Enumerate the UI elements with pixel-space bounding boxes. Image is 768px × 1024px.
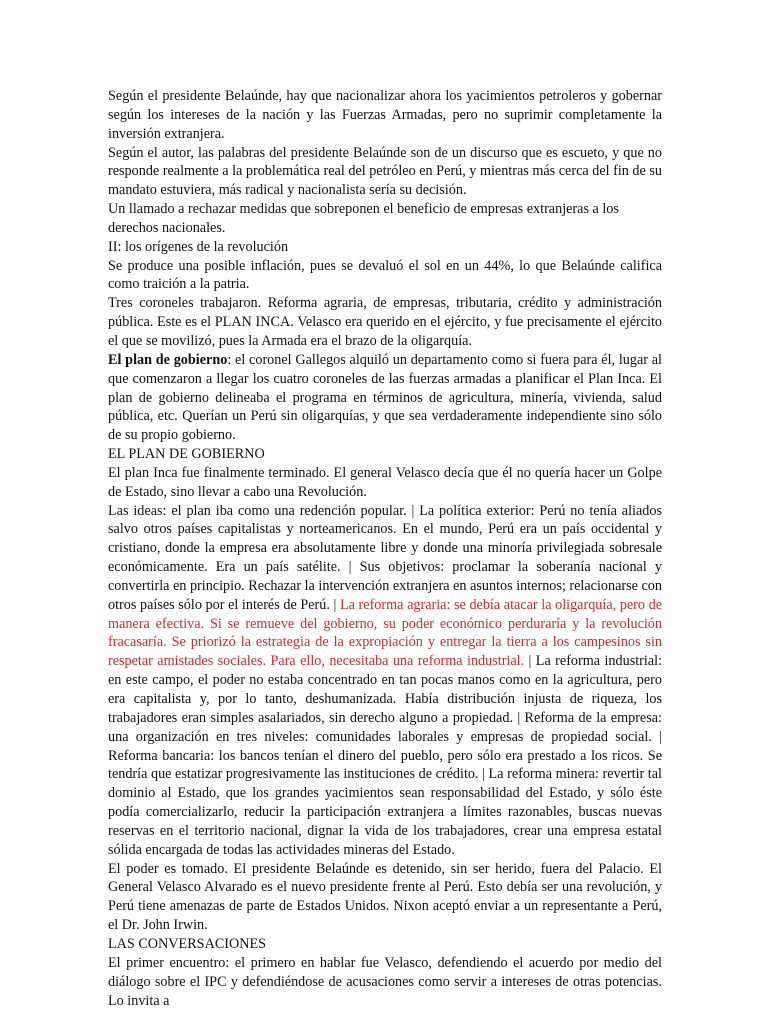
paragraph-first-meeting xyxy=(108,954,662,1011)
paragraph-plan-de-gobierno xyxy=(108,351,662,445)
heading-text: LAS CONVERSACIONES xyxy=(108,935,267,952)
paragraph-inflation xyxy=(108,257,662,295)
section-heading-plan xyxy=(108,445,662,464)
paragraph-belaunde-nationalize xyxy=(108,87,662,144)
paragraph-text: Las ideas: el plan iba como una redención popular. | La política exterior: Perú no tenía aliados salvo otros países capitalistas y norteamericanos. En el mundo, Perú era un país occidental y cristiano, donde la empresa era absolutamente libre y donde una minoría privilegiada sobresale económicamente. Era un país satélite. | Sus objetivos: proclamar la soberanía nacional y convertirla en principio. Rechazar la intervención extranjera en asuntos internos; relacionarse con otros países sólo por el interés de Perú. | xyxy=(108,502,662,613)
paragraph-text: Según el presidente Belaúnde, hay que nacionalizar ahora los yacimientos petroleros y gobernar según los intereses de la nación y las Fuerzas Armadas, pero no suprimir completamente la inversión extranjera. xyxy=(108,88,662,142)
paragraph-three-colonels xyxy=(108,294,662,351)
paragraph-text: El primer encuentro: el primero en hablar fue Velasco, defendiendo el acuerdo por medio del diálogo sobre el IPC y defendiéndose de acusaciones como servir a intereses de otras potencias. Lo invita a xyxy=(108,954,662,1009)
section-heading-origins xyxy=(108,238,662,257)
highlighted-red-text: La reforma agraria: se debía atacar la oligarquía, pero de manera efectiva. Si se remueve del gobierno, su poder económico perduraría y la revolución fracasaría. Se priorizó la estrategia de la expropiación y entregar la tierra a los campesinos sin respetar amistades sociales. Para ello, necesitaba una reforma industrial. xyxy=(108,596,662,670)
section-heading-conversations xyxy=(108,935,662,954)
heading-text: EL PLAN DE GOBIERNO xyxy=(108,446,265,463)
paragraph-author-opinion xyxy=(108,144,662,201)
bold-lead-text: El plan de gobierno xyxy=(108,351,228,368)
heading-text: II: los orígenes de la revolución xyxy=(108,238,289,255)
paragraph-text: El plan Inca fue finalmente terminado. El general Velasco decía que él no quería hacer un Golpe de Estado, sino llevar a cabo una Revolución. xyxy=(108,464,662,500)
paragraph-power-taken xyxy=(108,860,662,935)
paragraph-text: Según el autor, las palabras del presidente Belaúnde son de un discurso que es escueto, y que no responde realmente a la problemática real del petróleo en Perú, y mientras más cerca del fin de su mandato estuviera, más radical y nacionalista sería su decisión. xyxy=(108,144,662,199)
paragraph-text: Se produce una posible inflación, pues se devaluó el sol en un 44%, lo que Belaúnde califica como traición a la patria. xyxy=(108,257,662,293)
paragraph-text: | La reforma industrial: en este campo, el poder no estaba concentrado en tan pocas manos como en la agricultura, pero era capitalista y, por lo tanto, deshumanizada. Había distribución injusta de riqueza, los trabajadores eran simples asalariados, sin derecho alguno a propiedad. | Reforma de la empresa: una organización en tres niveles: comunidades laborales y empresas de propiedad social. | Reforma bancaria: los bancos tenían el dinero del pueblo, pero sólo era prestado a los ricos. Se tendría que estatizar progresivamente las instituciones de crédito. | La reforma minera: revertir tal dominio al Estado, que los grandes yacimientos sean responsabilidad del Estado, y sólo éste podía comercializarlo, reducir la participación extranjera a límites razonables, buscas nuevas reservas en el territorio nacional, dignar la vida de los trabajadores, crear una empresa estatal sólida encargada de todas las actividades mineras del Estado. xyxy=(108,653,662,858)
paragraph-plan-inca-finished xyxy=(108,464,662,502)
paragraph-ideas-reforms xyxy=(108,502,662,860)
paragraph-text: Tres coroneles trabajaron. Reforma agraria, de empresas, tributaria, crédito y administración pública. Este es el PLAN INCA. Velasco era querido en el ejército, y fue precisamente el ejército el que se movilizó, pues la Armada era el brazo de la oligarquía. xyxy=(108,295,662,349)
paragraph-text: Un llamado a rechazar medidas que sobreponen el beneficio de empresas extranjeras a los derechos nacionales. xyxy=(108,201,619,236)
paragraph-text: : el coronel Gallegos alquiló un departamento como si fuera para él, lugar al que comenzaron a llegar los cuatro coroneles de las fuerzas armadas a planificar el Plan Inca. El plan de gobierno delineaba el programa en términos de agricultura, minería, vivienda, salud pública, etc. Querían un Perú sin oligarquías, y que sea verdaderamente independiente sino sólo de su propio gobierno. xyxy=(108,351,662,444)
paragraph-call-to-reject xyxy=(108,200,662,238)
paragraph-text: El poder es tomado. El presidente Belaúnde es detenido, sin ser herido, fuera del Palacio. El General Velasco Alvarado es el nuevo presidente frente al Perú. Esto debía ser una revolución, y Perú tiene amenazas de parte de Estados Unidos. Nixon aceptó enviar a un representante a Perú, el Dr. John Irwin. xyxy=(108,860,662,934)
